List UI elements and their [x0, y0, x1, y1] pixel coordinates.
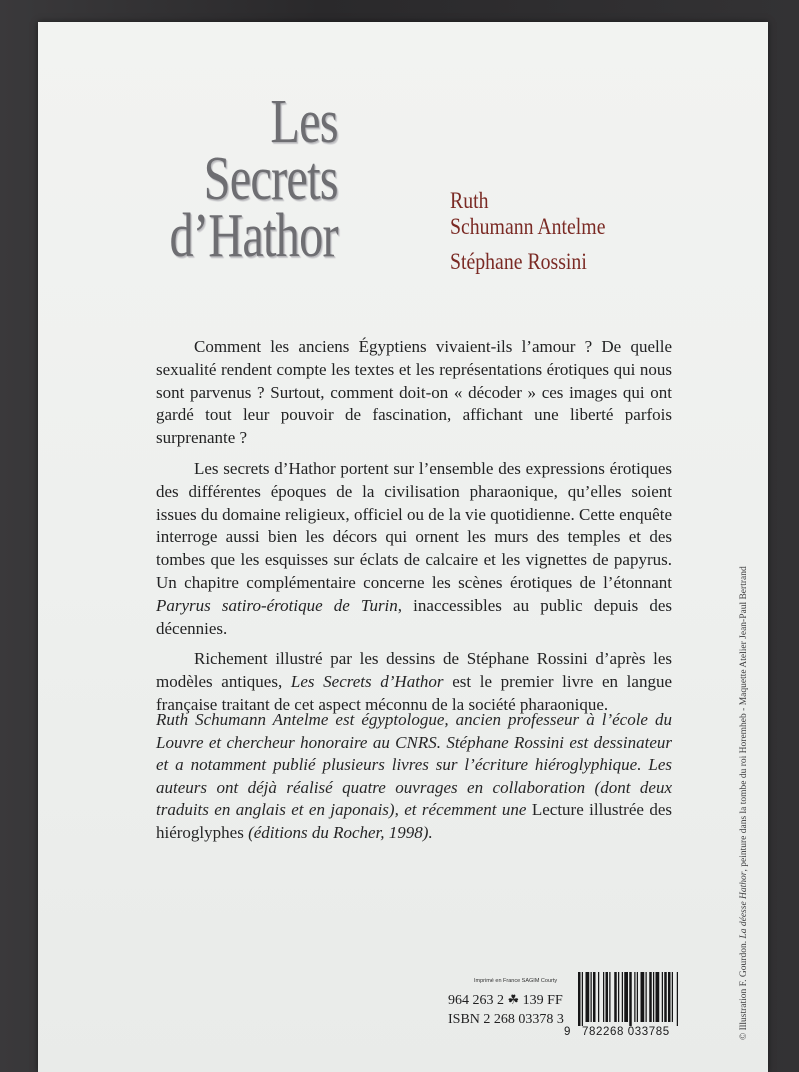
author-surname: Schumann Antelme	[450, 214, 606, 239]
barcode-bar	[649, 972, 652, 1022]
barcode-bar	[622, 972, 623, 1022]
barcode-bar	[646, 972, 647, 1022]
price: 139 FF	[522, 993, 563, 1008]
barcode-bar	[603, 972, 604, 1022]
blurb	[156, 336, 672, 725]
title-line: Les	[270, 88, 338, 156]
barcode-bar	[672, 972, 673, 1022]
other-book-title: Lecture illustrée des hiéroglyphes	[156, 800, 673, 842]
barcode-bars	[576, 972, 706, 1026]
barcode-bar	[578, 972, 581, 1026]
book-back-cover	[38, 22, 768, 1072]
book-title-inline: Les Secrets d’Hathor	[290, 672, 444, 692]
author-bio: Ruth Schumann Antelme est égyptologue, ancien professeur à l’école du Louvre et chercheur honoraire au CNRS. Stéphane Rossini est dessinateur et a notamment publié plusieurs livres sur l’écriture hiéroglyphique. Les auteurs ont déjà réalisé quatre ouvrages en collaboration (dont deux traduits en anglais et en japonais), et récemment une Lecture illustrée des hiéroglyphes (éditions du Rocher, 1998).	[156, 710, 673, 842]
imprint-line: Imprimé en France SAGIM Courty	[474, 978, 558, 984]
barcode-bar	[662, 972, 663, 1022]
barcode-bar	[634, 972, 635, 1022]
barcode-bar	[629, 972, 632, 1026]
barcode-bar	[653, 972, 654, 1022]
illustration-credit: © Illustration F. Gourdon. La déesse Hathor, peinture dans la tombe du roi Horemheb - Maquette Atelier Jean-Paul Bertrand	[739, 566, 749, 1040]
author-second: Stéphane Rossini	[450, 249, 587, 274]
barcode-rest-digits: 782268 033785	[582, 1026, 670, 1038]
blurb-paragraph-1: Comment les anciens Égyptiens vivaient-ils l’amour ? De quelle sexualité rendent compte les textes et les représentations érotiques qui nous sont parvenus ? Surtout, comment doit-on « décoder » ces images qui ont gardé tout leur pouvoir de fascination, affichant une liberté parfois surprenante ?	[156, 337, 672, 448]
barcode-bar	[624, 972, 628, 1022]
title-line: d’Hathor	[169, 202, 338, 270]
barcode-bar	[637, 972, 638, 1022]
product-codes	[448, 990, 564, 1029]
barcode-bar	[609, 972, 610, 1022]
barcode-bar	[677, 972, 678, 1026]
barcode-bar	[618, 972, 619, 1022]
authors-block	[450, 188, 605, 275]
barcode-bar	[668, 972, 671, 1022]
barcode-bar	[591, 972, 592, 1022]
blurb-paragraph-3: Richement illustré par les dessins de Stéphane Rossini d’après les modèles antiques, Les Secrets d’Hathor est le premier livre en langue française traitant de cet aspect méconnu de la société pharaonique.	[156, 649, 672, 714]
code-price-line	[448, 990, 564, 1010]
author-first-name: Ruth	[450, 188, 489, 213]
papyrus-title: Paryrus satiro-érotique de Turin	[156, 595, 398, 615]
code-number: 964 263 2	[448, 993, 504, 1008]
barcode-first-digit: 9	[564, 1026, 571, 1038]
barcode-bar	[606, 972, 609, 1022]
barcode-bar	[582, 972, 583, 1026]
barcode-bar	[664, 972, 667, 1022]
barcode-bar	[593, 972, 596, 1022]
isbn: ISBN 2 268 03378 3	[448, 1012, 564, 1027]
publisher-logo-icon: ☘	[507, 992, 520, 1007]
barcode-bar	[586, 972, 590, 1022]
book-title	[169, 88, 338, 270]
barcode-bar	[598, 972, 599, 1022]
title-line: Secrets	[203, 145, 338, 213]
blurb-paragraph-2: Les secrets d’Hathor portent sur l’ensemble des expressions érotiques des différentes époques de la civilisation pharaonique, qu’elles soient issues du domaine religieux, officiel ou de la vie quotidienne. Cette enquête interroge aussi bien les décors qui ornent les murs des temples et des tombes que les esquisses sur éclats de calcaire et les vignettes de papyrus. Un chapitre complémentaire concerne les scènes érotiques de l’étonnant Paryrus satiro-érotique de Turin, inaccessibles au public depuis des décennies.	[156, 458, 672, 638]
barcode-bar	[641, 972, 645, 1022]
barcode-bar	[656, 972, 660, 1022]
barcode-bar	[614, 972, 617, 1022]
